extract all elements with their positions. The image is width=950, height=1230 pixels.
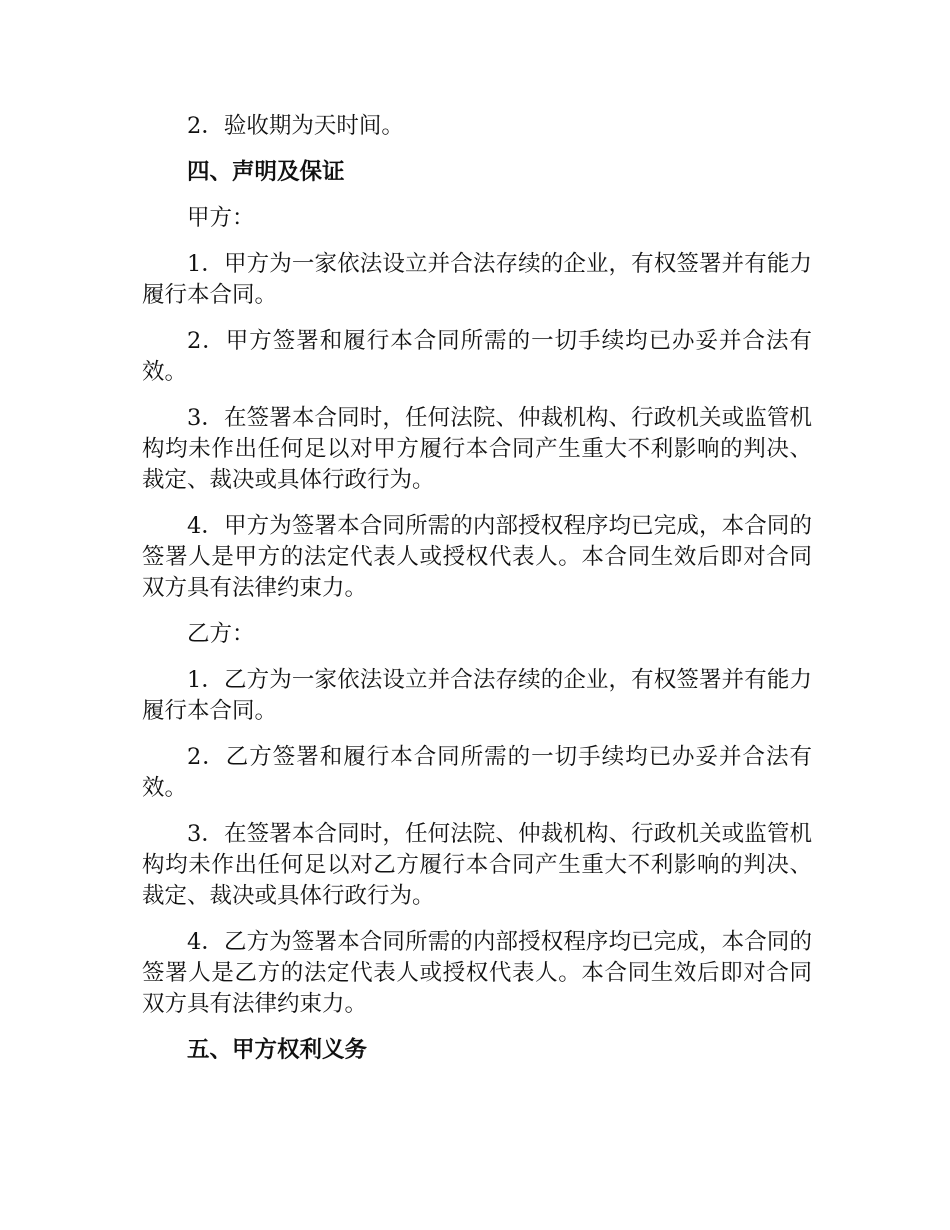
party-b-label: 乙方： <box>187 621 255 647</box>
party-a-clause-4: 4．甲方为签署本合同所需的内部授权程序均已完成，本合同的签署人是甲方的法定代表人或授权代表人。本合同生效后即对合同双方具有法律约束力。 <box>142 513 812 601</box>
party-b-clause-3: 3．在签署本合同时，任何法院、仲裁机构、行政机关或监管机构均未作出任何足以对乙方履行本合同产生重大不利影响的判决、裁定、裁决或具体行政行为。 <box>142 821 812 909</box>
party-a-clause-2: 2．甲方签署和履行本合同所需的一切手续均已办妥并合法有效。 <box>142 328 812 385</box>
document-body <box>142 111 812 1081</box>
clause-acceptance-period: 2．验收期为天时间。 <box>187 113 404 139</box>
party-b-clause-1: 1．乙方为一家依法设立并合法存续的企业，有权签署并有能力履行本合同。 <box>142 667 812 724</box>
section-heading-representations: 四、声明及保证 <box>187 159 345 185</box>
section-heading-party-a-rights: 五、甲方权利义务 <box>187 1037 368 1063</box>
party-a-clause-1: 1．甲方为一家依法设立并合法存续的企业，有权签署并有能力履行本合同。 <box>142 251 812 308</box>
party-b-clause-4: 4．乙方为签署本合同所需的内部授权程序均已完成，本合同的签署人是乙方的法定代表人或授权代表人。本合同生效后即对合同双方具有法律约束力。 <box>142 929 812 1017</box>
party-a-clause-3: 3．在签署本合同时，任何法院、仲裁机构、行政机关或监管机构均未作出任何足以对甲方履行本合同产生重大不利影响的判决、裁定、裁决或具体行政行为。 <box>142 405 812 493</box>
party-b-clause-2: 2．乙方签署和履行本合同所需的一切手续均已办妥并合法有效。 <box>142 744 812 801</box>
party-a-label: 甲方： <box>187 205 255 231</box>
